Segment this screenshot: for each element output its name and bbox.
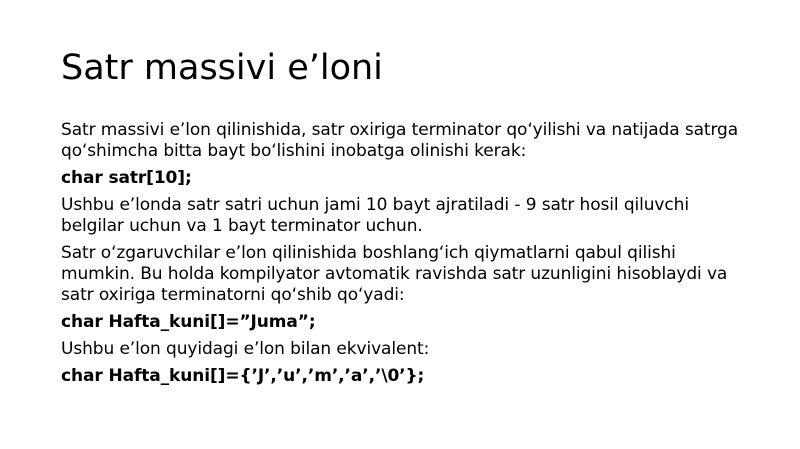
explanation-paragraph: Ushbu e’londa satr satri uchun jami 10 bayt ajratiladi - 9 satr hosil qiluvchi belgilar uchun va 1 bayt terminator uchun. (61, 195, 689, 236)
equivalence-paragraph: Ushbu e’lon quyidagi e’lon bilan ekvivalent: (61, 339, 430, 359)
code-declaration-satr: char satr[10]; (61, 168, 192, 188)
initialization-paragraph: Satr o‘zgaruvchilar e’lon qilinishida boshlang‘ich qiymatlarni qabul qilishi mumkin. Bu holda kompilyator avtomatik ravishda satr uzunligini hisoblaydi va satr oxiriga terminatorni qo‘shib qo‘yadi: (61, 243, 728, 305)
slide-body (61, 120, 751, 393)
code-declaration-hafta-kuni-chars: char Hafta_kuni[]={’J’,’u’,’m’,’a’,’\0’}; (61, 366, 425, 386)
slide-title: Satr massivi e’loni (61, 48, 383, 88)
code-declaration-hafta-kuni-string: char Hafta_kuni[]=”Juma”; (61, 312, 316, 332)
intro-paragraph: Satr massivi e’lon qilinishida, satr oxiriga terminator qo‘yilishi va natijada satrga qo‘shimcha bitta bayt bo‘lishini inobatga olinishi kerak: (61, 120, 739, 161)
